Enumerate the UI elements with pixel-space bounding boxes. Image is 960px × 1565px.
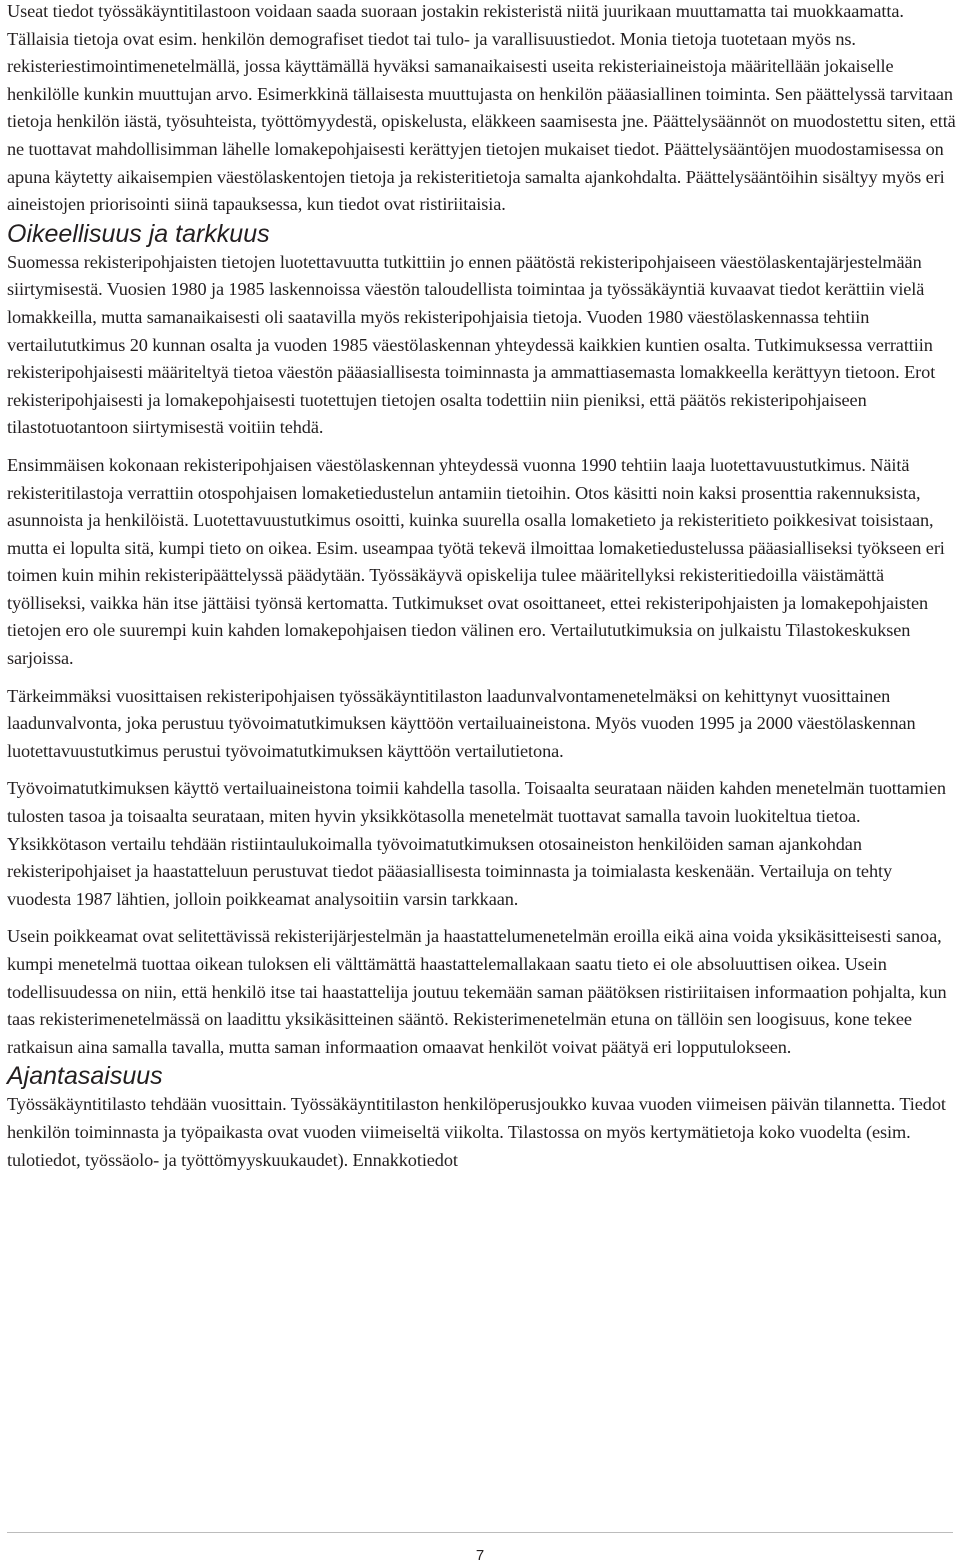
footer-divider bbox=[7, 1532, 953, 1533]
section-heading-ajantasaisuus: Ajantasaisuus bbox=[7, 1062, 163, 1091]
paragraph-oikeellisuus-2: Ensimmäisen kokonaan rekisteripohjaisen väestölaskennan yhteydessä vuonna 1990 tehtiin laaja luotettavuustutkimus. Näitä rekisteritilastoja verrattiin otospohjaisen lomaketiedustelun antamiin tietoihin. Otos käsitti noin kaksi prosenttia rakennuksista, asunnoista ja henkilöistä. Luotettavuustutkimus osoitti, kuinka suurella osalla lomaketieto ja rekisteritieto poikkesivat toisistaan, mutta ei lopulta sitä, kumpi tieto on oikea. Esim. useampaa työtä tekevä ilmoittaa lomaketiedustelussa pääasialliseksi työkseen eri toimen kuin mihin rekisteripäättelyssä päädytään. Työssäkäyvä opiskelija tulee määritellyksi rekisteritiedoilla väistämättä työlliseksi, vaikka hän itse jättäisi työnsä kertomatta. Tutkimukset ovat osoittaneet, ettei rekisteripohjaisten ja lomakepohjaisten tietojen ero ole suurempi kuin kahden lomakepohjaisen tiedon välinen ero. Vertailututkimuksia on julkaistu Tilastokeskuksen sarjoissa. bbox=[7, 454, 945, 669]
paragraph-oikeellisuus-1: Suomessa rekisteripohjaisten tietojen luotettavuutta tutkittiin jo ennen päätöstä rekisteripohjaiseen väestölaskentajärjestelmään siirtymisestä. Vuosien 1980 ja 1985 laskennoissa väestön taloudellista toimintaa ja työssäkäyntiä kuvaavat tiedot kerättiin vielä lomakkeilla, mutta samanaikaisesti oli saatavilla myös rekisteripohjaisia tietoja. Vuoden 1980 väestölaskennassa tehtiin vertailututkimus 20 kunnan osalta ja vuoden 1985 väestölaskennan yhteydessä kaikkien kuntien osalta. Tutkimuksessa verrattiin rekisteripohjaisesti määriteltyä tietoa väestön pääasiallisesta toiminnasta ja ammattiasemasta lomakkeella kerättyyn tietoon. Erot rekisteripohjaisesti ja lomakepohjaisesti tuotettujen tietojen osalta todettiin niin pieniksi, että päätös rekisteripohjaiseen tilastotuotantoon siirtymisestä voitiin tehdä. bbox=[7, 251, 936, 438]
paragraph-oikeellisuus-4: Työvoimatutkimuksen käyttö vertailuaineistona toimii kahdella tasolla. Toisaalta seurataan näiden kahden menetelmän tuottamien tulosten tasoa ja toisaalta seurataan, miten hyvin yksikkötasolla menetelmät tuottavat samalla tavoin luokiteltua tietoa. Yksikkötason vertailu tehdään ristiintaulukoimalla työvoimatutkimuksen otosaineiston henkilöiden saman ajankohdan rekisteripohjaiset ja haastatteluun perustuvat tiedot pääasiallisesta toiminnasta ja toimialasta keskenään. Vertailuja on tehty vuodesta 1987 lähtien, jolloin poikkeamat analysoitiin varsin tarkkaan. bbox=[7, 778, 946, 909]
intro-paragraph: Useat tiedot työssäkäyntitilastoon voidaan saada suoraan jostakin rekisteristä niitä juurikaan muuttamatta tai muokkaamatta. Tällaisia tietoja ovat esim. henkilön demografiset tiedot tai tulo- ja varallisuustiedot. Monia tietoja tuotetaan myös ns. rekisteriestimointimenetelmällä, jossa käyttämällä hyväksi samanaikaisesti useita rekisteriaineistoja määritellään jokaiselle henkilölle kunkin muuttujan arvo. Esimerkkinä tällaisesta muuttujasta on henkilön pääasiallinen toiminta. Sen päättelyssä tarvitaan tietoja henkilön iästä, työsuhteista, työttömyydestä, opiskelusta, eläkkeen saamisesta jne. Päättelysäännöt on muodostettu siten, että ne tuottavat mahdollisimman lähelle lomakepohjaisesti kerättyjen tietojen mukaiset tiedot. Päättelysääntöjen muodostamisessa on apuna käytetty aikaisempien väestölaskentojen tietoja ja rekisteritietoja samalta ajankohdalta. Päättelysääntöihin sisältyy myös eri aineistojen priorisointi siinä tapauksessa, kun tiedot ovat ristiriitaisia. bbox=[7, 1, 956, 215]
paragraph-oikeellisuus-3: Tärkeimmäksi vuosittaisen rekisteripohjaisen työssäkäyntitilaston laadunvalvontamenetelmäksi on kehittynyt vuosittainen laadunvalvonta, joka perustuu työvoimatutkimuksen käyttöön vertailuaineistona. Myös vuoden 1995 ja 2000 väestölaskennan luotettavuustutkimus perustui työvoimatutkimuksen käyttöön vertailutietona. bbox=[7, 685, 916, 761]
document-page bbox=[7, 0, 957, 1174]
paragraph-oikeellisuus-5: Usein poikkeamat ovat selitettävissä rekisterijärjestelmän ja haastattelumenetelmän eroilla eikä aina voida yksikäsitteisesti sanoa, kumpi menetelmä tuottaa oikean tuloksen eli välttämättä haastattelemallakaan saatu tieto ei ole absoluuttisen oikea. Usein todellisuudessa on niin, että henkilö itse tai haastattelija joutuu tekemään saman päätöksen ristiriitaisen informaation pohjalta, kun taas rekisterimenetelmässä on laadittu yksikäsitteinen sääntö. Rekisterimenetelmän etuna on tällöin sen loogisuus, kone tekee ratkaisun aina samalla tavalla, mutta saman informaation omaavat henkilöt voivat päätyä eri lopputulokseen. bbox=[7, 926, 947, 1057]
paragraph-ajantasaisuus-1: Työssäkäyntitilasto tehdään vuosittain. Työssäkäyntitilaston henkilöperusjoukko kuvaa vuoden viimeisen päivän tilannetta. Tiedot henkilön toiminnasta ja työpaikasta ovat vuoden viimeiseltä viikolta. Tilastossa on myös kertymätietoja koko vuodelta (esim. tulotiedot, työssäolo- ja työttömyyskuukaudet). Ennakkotiedot bbox=[7, 1094, 946, 1170]
page-number: 7 bbox=[475, 1547, 485, 1564]
section-heading-oikeellisuus: Oikeellisuus ja tarkkuus bbox=[7, 219, 270, 248]
